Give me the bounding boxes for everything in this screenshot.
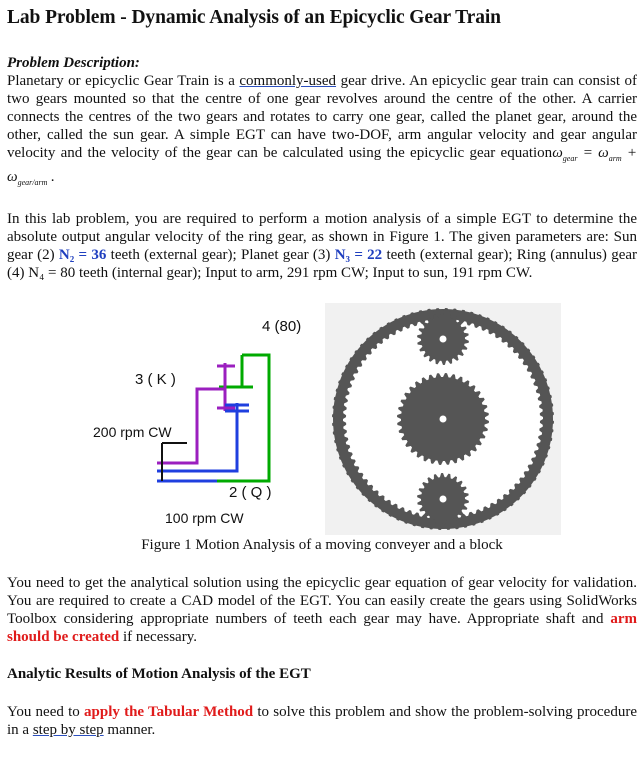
highlight-method: apply the Tabular Method [84, 704, 254, 720]
figure-1 [7, 303, 637, 535]
equation: $\omega_{gear} = \omega_{arm} + \omega_{gear/arm}$ . [7, 145, 637, 187]
planet-label: 3 ( K ) [135, 371, 176, 388]
figure-caption: Figure 1 Motion Analysis of a moving conveyer and a block [141, 537, 503, 553]
paragraph-parameters: In this lab problem, you are required to perform a motion analysis of a simple EGT to determine the absolute output angular velocity of the ring gear, as shown in Figure 1. The given parameters are: Sun gear (2) N₂ = 36 teeth (external gear); Planet gear (3) N₃ = 22 teeth (external gear); Ring (annulus) gear (4) N₄ = 80 teeth (internal gear); Input to arm, 291 rpm CW; Input to sun, 191 rpm CW. [7, 211, 638, 281]
results-heading: Analytic Results of Motion Analysis of the EGT [7, 666, 311, 682]
planet-teeth: N₃ = 22 [334, 247, 383, 263]
problem-heading: Problem Description: [7, 55, 140, 71]
sun-speed-label: 100 rpm CW [165, 510, 244, 526]
page-title: Lab Problem - Dynamic Analysis of an Epicyclic Gear Train [7, 7, 501, 28]
arm-speed-label: 200 rpm CW [93, 424, 172, 440]
underlined-term: commonly-used [239, 73, 337, 89]
paragraph-instructions: You need to get the analytical solution using the epicyclic gear equation of gear velocity for validation. You are required to create a CAD model of the EGT. You can easily create the gears using SolidWorks Toolbox considering appropriate numbers of teeth each gear may have. Appropriate shaft and arm should be created if necessary. [7, 575, 637, 645]
document-page [7, 0, 637, 739]
gear-hub [440, 496, 447, 503]
gear-train-schematic [87, 303, 327, 535]
paragraph-intro: Planetary or epicyclic Gear Train is a commonly-used gear drive. An epicyclic gear train can consist of two gears mounted so that the centre of one gear revolves around the centre of the other. A carrier connects the centres of the two gears and rotates to carry one gear, called the planet gear, around the other, called the sun gear. A simple EGT can have two-DOF, arm angular velocity and gear angular velocity and the velocity of the gear can be calculated using the epicyclic gear equationω$_{gear}$ = $\omega_{arm} + \omega_{gear/arm}$ . [7, 73, 638, 187]
gear-hub [440, 416, 447, 423]
gear-hub [440, 336, 447, 343]
sun-label: 2 ( Q ) [229, 484, 272, 501]
sun-teeth: N₂ = 36 [58, 247, 107, 263]
highlight-arm: arm should be created [7, 611, 637, 645]
ring-label: 4 (80) [262, 318, 302, 335]
gear-model-image [325, 303, 561, 535]
underlined-step: step by step [32, 722, 104, 738]
paragraph-method: You need to apply the Tabular Method to solve this problem and show the problem-solving procedure in a step by step manner. [7, 704, 637, 738]
